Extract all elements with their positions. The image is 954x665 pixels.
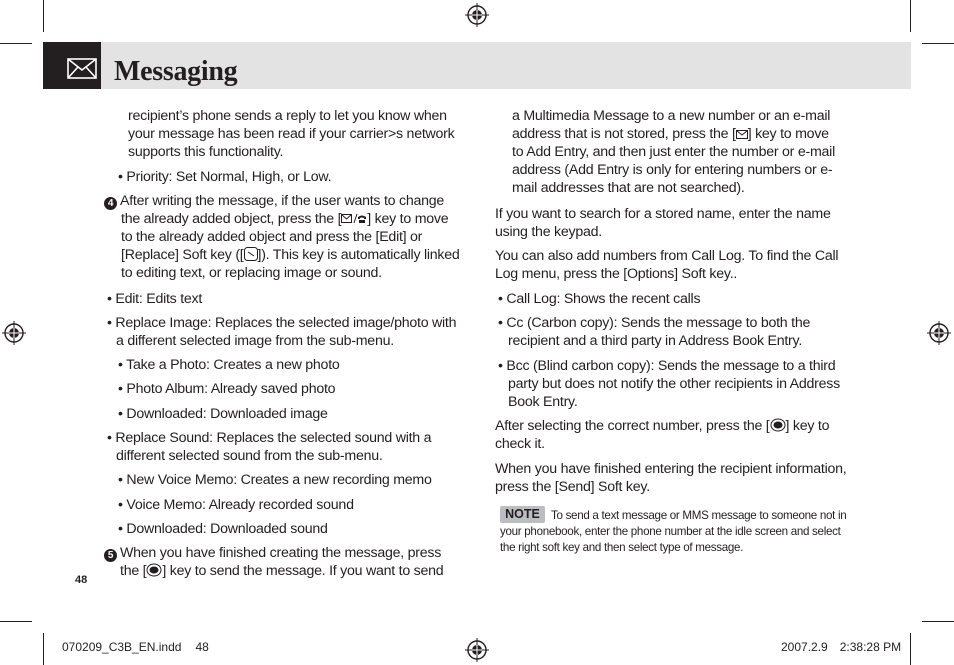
crop-mark xyxy=(43,0,44,32)
page-number: 48 xyxy=(75,574,88,586)
continued-paragraph: a Multimedia Message to a new number or an e-mail address that is not stored, press the [ ] key to move to Add Entry, and then just enter the number or e-mail address (Add Entry is only for entering numbers or e- mail addresses that are not searched). xyxy=(512,108,835,196)
list-item-photo-album: • Photo Album: Already saved photo xyxy=(118,381,336,397)
paragraph-after-select: After selecting the correct number, press the [ ] key to check it. xyxy=(495,418,830,452)
paragraph-search: If you want to search for a stored name, enter the name using the keypad. xyxy=(495,206,831,240)
soft-key-icon xyxy=(244,247,258,261)
paragraph-call-log: You can also add numbers from Call Log. To find the Call Log menu, press the [Options] Soft key.. xyxy=(495,248,839,282)
list-item-cc: • Cc (Carbon copy): Sends the message to both the recipient and a third party in Address Book Entry. xyxy=(498,315,811,349)
registration-mark-icon xyxy=(927,321,951,345)
registration-mark-icon xyxy=(2,321,26,345)
list-item-edit: • Edit: Edits text xyxy=(107,291,203,307)
registration-mark-icon xyxy=(465,3,489,27)
note-badge: NOTE xyxy=(500,506,545,523)
step-number-badge: 5 xyxy=(104,549,117,562)
list-item-voice-memo: • Voice Memo: Already recorded sound xyxy=(118,497,354,513)
list-item-priority: • Priority: Set Normal, High, or Low. xyxy=(118,169,332,185)
list-item-call-log: • Call Log: Shows the recent calls xyxy=(498,291,701,307)
crop-mark xyxy=(0,43,32,44)
crop-mark xyxy=(910,633,911,665)
footer-timestamp: 2007.2.9 2:38:28 PM xyxy=(781,640,902,654)
ok-key-icon xyxy=(146,563,162,577)
list-item-downloaded-sound: • Downloaded: Downloaded sound xyxy=(118,521,328,537)
list-item-take-photo: • Take a Photo: Creates a new photo xyxy=(118,357,340,373)
message-phonebook-key-icon xyxy=(341,213,367,225)
crop-mark xyxy=(922,43,954,44)
header-icon-box xyxy=(43,42,101,89)
paragraph-finished: When you have finished entering the recipient information, press the [Send] Soft key. xyxy=(495,461,847,495)
continued-paragraph: recipient’s phone sends a reply to let you know when your message has been read if your carrier>s network supports this functionality. xyxy=(128,108,455,160)
footer-file-info: 070209_C3B_EN.indd 48 xyxy=(62,640,209,654)
list-item-replace-sound: • Replace Sound: Replaces the selected sound with a different selected sound from the sub-menu. xyxy=(107,430,432,464)
crop-mark xyxy=(922,621,954,622)
envelope-icon xyxy=(67,58,97,79)
crop-mark xyxy=(0,621,32,622)
list-item-replace-image: • Replace Image: Replaces the selected image/photo with a different selected image from the sub-menu. xyxy=(107,315,457,349)
list-item-downloaded-image: • Downloaded: Downloaded image xyxy=(118,406,328,422)
list-item-bcc: • Bcc (Blind carbon copy): Sends the message to a third party but does not notify the other recipients in Address Book Entry. xyxy=(498,358,840,410)
ok-key-icon xyxy=(770,418,786,432)
message-key-icon xyxy=(736,129,748,140)
step-5: 5 When you have finished creating the message, press the [ ] key to send the message. If you want to send xyxy=(104,544,443,580)
list-item-new-voice-memo: • New Voice Memo: Creates a new recording memo xyxy=(118,472,432,488)
step-number-badge: 4 xyxy=(104,197,117,210)
note-text: To send a text message or MMS message to someone not in your phonebook, enter the phone number at the idle screen and select the right soft key and then select type of message. xyxy=(500,509,847,554)
page-title: Messaging xyxy=(114,56,238,87)
registration-mark-icon xyxy=(465,638,489,662)
crop-mark xyxy=(910,0,911,32)
crop-mark xyxy=(43,633,44,665)
step-4: 4 After writing the message, if the user wants to change the already added object, press the [ ] key to move to the already added object and press the [Edit] or [Replace] Soft key ([ ]). This key is automatically linked to editing text, or replacing image or sound. xyxy=(104,192,460,282)
